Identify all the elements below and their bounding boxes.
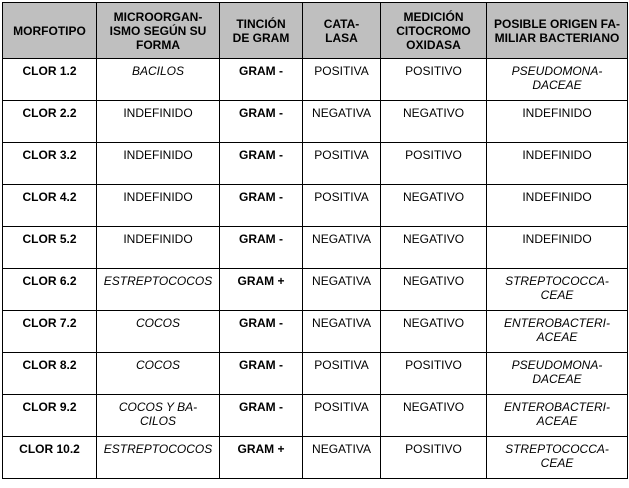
cell-gram	[220, 185, 303, 227]
cell-origen-text: STREPTOCOCCA-	[505, 274, 609, 288]
cell-oxidasa	[381, 101, 487, 143]
cell-gram	[220, 269, 303, 311]
cell-gram-text: GRAM -	[239, 106, 283, 120]
cell-morfotipo-text: CLOR 10.2	[19, 442, 80, 456]
cell-oxidasa-text: POSITIVO	[405, 64, 462, 78]
cell-oxidasa-text: NEGATIVO	[402, 274, 465, 288]
cell-forma	[97, 395, 220, 437]
cell-catalasa-text: NEGATIVA	[312, 442, 371, 456]
cell-forma-text: INDEFINIDO	[123, 106, 193, 120]
table-row	[3, 269, 628, 311]
cell-oxidasa-text: NEGATIVO	[402, 400, 465, 414]
cell-gram-text: GRAM -	[239, 190, 283, 204]
cell-gram	[220, 311, 303, 353]
cell-catalasa-text: POSITIVA	[314, 190, 369, 204]
cell-oxidasa	[381, 311, 487, 353]
cell-oxidasa-text: NEGATIVO	[402, 232, 465, 246]
cell-catalasa-text: POSITIVA	[314, 64, 369, 78]
cell-forma-text: COCOS Y BA-	[118, 400, 198, 414]
header-line: OXIDASA	[406, 37, 461, 52]
cell-oxidasa	[381, 353, 487, 395]
cell-gram-text: GRAM +	[237, 442, 285, 456]
header-row	[3, 3, 628, 59]
cell-forma	[97, 227, 220, 269]
cell-gram	[220, 437, 303, 479]
cell-catalasa-text: NEGATIVA	[312, 316, 371, 330]
cell-gram	[220, 395, 303, 437]
cell-oxidasa-text: POSITIVO	[405, 148, 462, 162]
cell-forma	[97, 59, 220, 101]
table-row	[3, 143, 628, 185]
cell-origen-text: ENTEROBACTERI-	[503, 400, 610, 414]
cell-catalasa-text: POSITIVA	[314, 358, 369, 372]
table-row	[3, 395, 628, 437]
cell-origen-text: ACEAE	[536, 414, 578, 428]
cell-oxidasa	[381, 395, 487, 437]
cell-origen	[487, 143, 628, 185]
cell-oxidasa	[381, 59, 487, 101]
table-row	[3, 227, 628, 269]
cell-catalasa-text: POSITIVA	[314, 148, 369, 162]
cell-forma	[97, 353, 220, 395]
cell-morfotipo	[3, 185, 97, 227]
cell-catalasa	[303, 143, 381, 185]
cell-catalasa	[303, 101, 381, 143]
cell-gram-text: GRAM -	[239, 316, 283, 330]
header-line: DE GRAM	[232, 30, 290, 45]
bacterial-morphotype-table	[2, 2, 628, 479]
header-line: MORFOTIPO	[13, 23, 86, 38]
cell-morfotipo-text: CLOR 6.2	[22, 274, 77, 288]
cell-forma-text: INDEFINIDO	[123, 190, 193, 204]
cell-gram-text: GRAM -	[239, 148, 283, 162]
header-morfotipo	[3, 3, 97, 59]
cell-origen-text: INDEFINIDO	[522, 232, 592, 246]
cell-morfotipo	[3, 269, 97, 311]
cell-forma	[97, 311, 220, 353]
cell-origen-text: PSEUDOMONA-	[511, 358, 603, 372]
cell-origen-text: CEAE	[540, 288, 574, 302]
header-oxidasa	[381, 3, 487, 59]
cell-oxidasa	[381, 185, 487, 227]
cell-oxidasa-text: NEGATIVO	[402, 316, 465, 330]
table-row	[3, 59, 628, 101]
cell-catalasa-text: NEGATIVA	[312, 232, 371, 246]
cell-origen-text: PSEUDOMONA-	[511, 64, 603, 78]
cell-catalasa	[303, 185, 381, 227]
cell-morfotipo	[3, 395, 97, 437]
cell-morfotipo	[3, 227, 97, 269]
cell-morfotipo	[3, 353, 97, 395]
cell-catalasa	[303, 59, 381, 101]
cell-origen-text: CEAE	[540, 456, 574, 470]
cell-catalasa	[303, 353, 381, 395]
cell-oxidasa	[381, 437, 487, 479]
cell-origen	[487, 59, 628, 101]
cell-oxidasa-text: NEGATIVO	[402, 106, 465, 120]
cell-forma	[97, 437, 220, 479]
cell-forma-text: CILOS	[139, 414, 176, 428]
cell-oxidasa	[381, 227, 487, 269]
cell-forma-text: INDEFINIDO	[123, 148, 193, 162]
cell-catalasa	[303, 395, 381, 437]
cell-forma-text: BACILOS	[131, 64, 185, 78]
cell-oxidasa-text: POSITIVO	[405, 442, 462, 456]
cell-morfotipo	[3, 143, 97, 185]
cell-origen-text: INDEFINIDO	[522, 190, 592, 204]
cell-morfotipo-text: CLOR 2.2	[22, 106, 77, 120]
cell-origen-text: INDEFINIDO	[522, 148, 592, 162]
header-origen	[487, 3, 628, 59]
cell-morfotipo-text: CLOR 3.2	[22, 148, 77, 162]
header-line: CATA-	[323, 16, 360, 31]
header-line: FORMA	[136, 37, 180, 52]
cell-morfotipo-text: CLOR 8.2	[22, 358, 77, 372]
header-line: CITOCROMO	[396, 23, 471, 38]
cell-morfotipo-text: CLOR 1.2	[22, 64, 77, 78]
header-line: MEDICIÓN	[403, 9, 464, 24]
header-catalasa	[303, 3, 381, 59]
cell-origen	[487, 353, 628, 395]
cell-catalasa-text: NEGATIVA	[312, 274, 371, 288]
cell-origen-text: ENTEROBACTERI-	[503, 316, 610, 330]
cell-catalasa	[303, 269, 381, 311]
cell-forma	[97, 143, 220, 185]
cell-gram	[220, 227, 303, 269]
cell-morfotipo	[3, 437, 97, 479]
header-line: MILIAR BACTERIANO	[494, 30, 620, 45]
cell-origen	[487, 437, 628, 479]
cell-oxidasa-text: POSITIVO	[405, 358, 462, 372]
header-line: LASA	[325, 30, 358, 45]
cell-origen-text: INDEFINIDO	[522, 106, 592, 120]
cell-forma	[97, 185, 220, 227]
cell-origen	[487, 395, 628, 437]
cell-origen-text: DACEAE	[532, 372, 582, 386]
cell-catalasa-text: POSITIVA	[314, 400, 369, 414]
table-row	[3, 311, 628, 353]
cell-gram-text: GRAM -	[239, 64, 283, 78]
cell-origen	[487, 311, 628, 353]
cell-forma-text: INDEFINIDO	[123, 232, 193, 246]
table-row	[3, 353, 628, 395]
cell-forma	[97, 269, 220, 311]
cell-oxidasa-text: NEGATIVO	[402, 190, 465, 204]
table-body	[3, 59, 628, 479]
cell-gram	[220, 59, 303, 101]
cell-forma	[97, 101, 220, 143]
cell-morfotipo-text: CLOR 4.2	[22, 190, 77, 204]
cell-gram-text: GRAM -	[239, 358, 283, 372]
cell-gram-text: GRAM -	[239, 400, 283, 414]
cell-origen	[487, 269, 628, 311]
cell-gram	[220, 353, 303, 395]
cell-origen-text: STREPTOCOCCA-	[505, 442, 609, 456]
table-row	[3, 437, 628, 479]
header-line: MICROORGAN-	[113, 9, 203, 24]
cell-forma-text: ESTREPTOCOCOS	[103, 442, 213, 456]
cell-origen-text: ACEAE	[536, 330, 578, 344]
header-forma	[97, 3, 220, 59]
table-row	[3, 185, 628, 227]
cell-catalasa-text: NEGATIVA	[312, 106, 371, 120]
cell-forma-text: COCOS	[135, 316, 180, 330]
cell-morfotipo-text: CLOR 9.2	[22, 400, 77, 414]
cell-gram	[220, 143, 303, 185]
cell-gram-text: GRAM +	[237, 274, 285, 288]
header-gram	[220, 3, 303, 59]
cell-oxidasa	[381, 269, 487, 311]
cell-gram	[220, 101, 303, 143]
cell-catalasa	[303, 437, 381, 479]
cell-origen	[487, 101, 628, 143]
cell-catalasa	[303, 227, 381, 269]
cell-morfotipo	[3, 59, 97, 101]
cell-origen-text: DACEAE	[532, 78, 582, 92]
header-line: TINCIÓN	[236, 16, 286, 31]
cell-forma-text: ESTREPTOCOCOS	[103, 274, 213, 288]
table-row	[3, 101, 628, 143]
header-line: ISMO SEGÚN SU	[109, 23, 207, 38]
cell-morfotipo	[3, 101, 97, 143]
cell-origen	[487, 185, 628, 227]
header-line: POSIBLE ORIGEN FA-	[493, 16, 620, 31]
cell-morfotipo-text: CLOR 5.2	[22, 232, 77, 246]
cell-morfotipo	[3, 311, 97, 353]
cell-gram-text: GRAM -	[239, 232, 283, 246]
cell-oxidasa	[381, 143, 487, 185]
cell-forma-text: COCOS	[135, 358, 180, 372]
cell-catalasa	[303, 311, 381, 353]
cell-origen	[487, 227, 628, 269]
cell-morfotipo-text: CLOR 7.2	[22, 316, 77, 330]
